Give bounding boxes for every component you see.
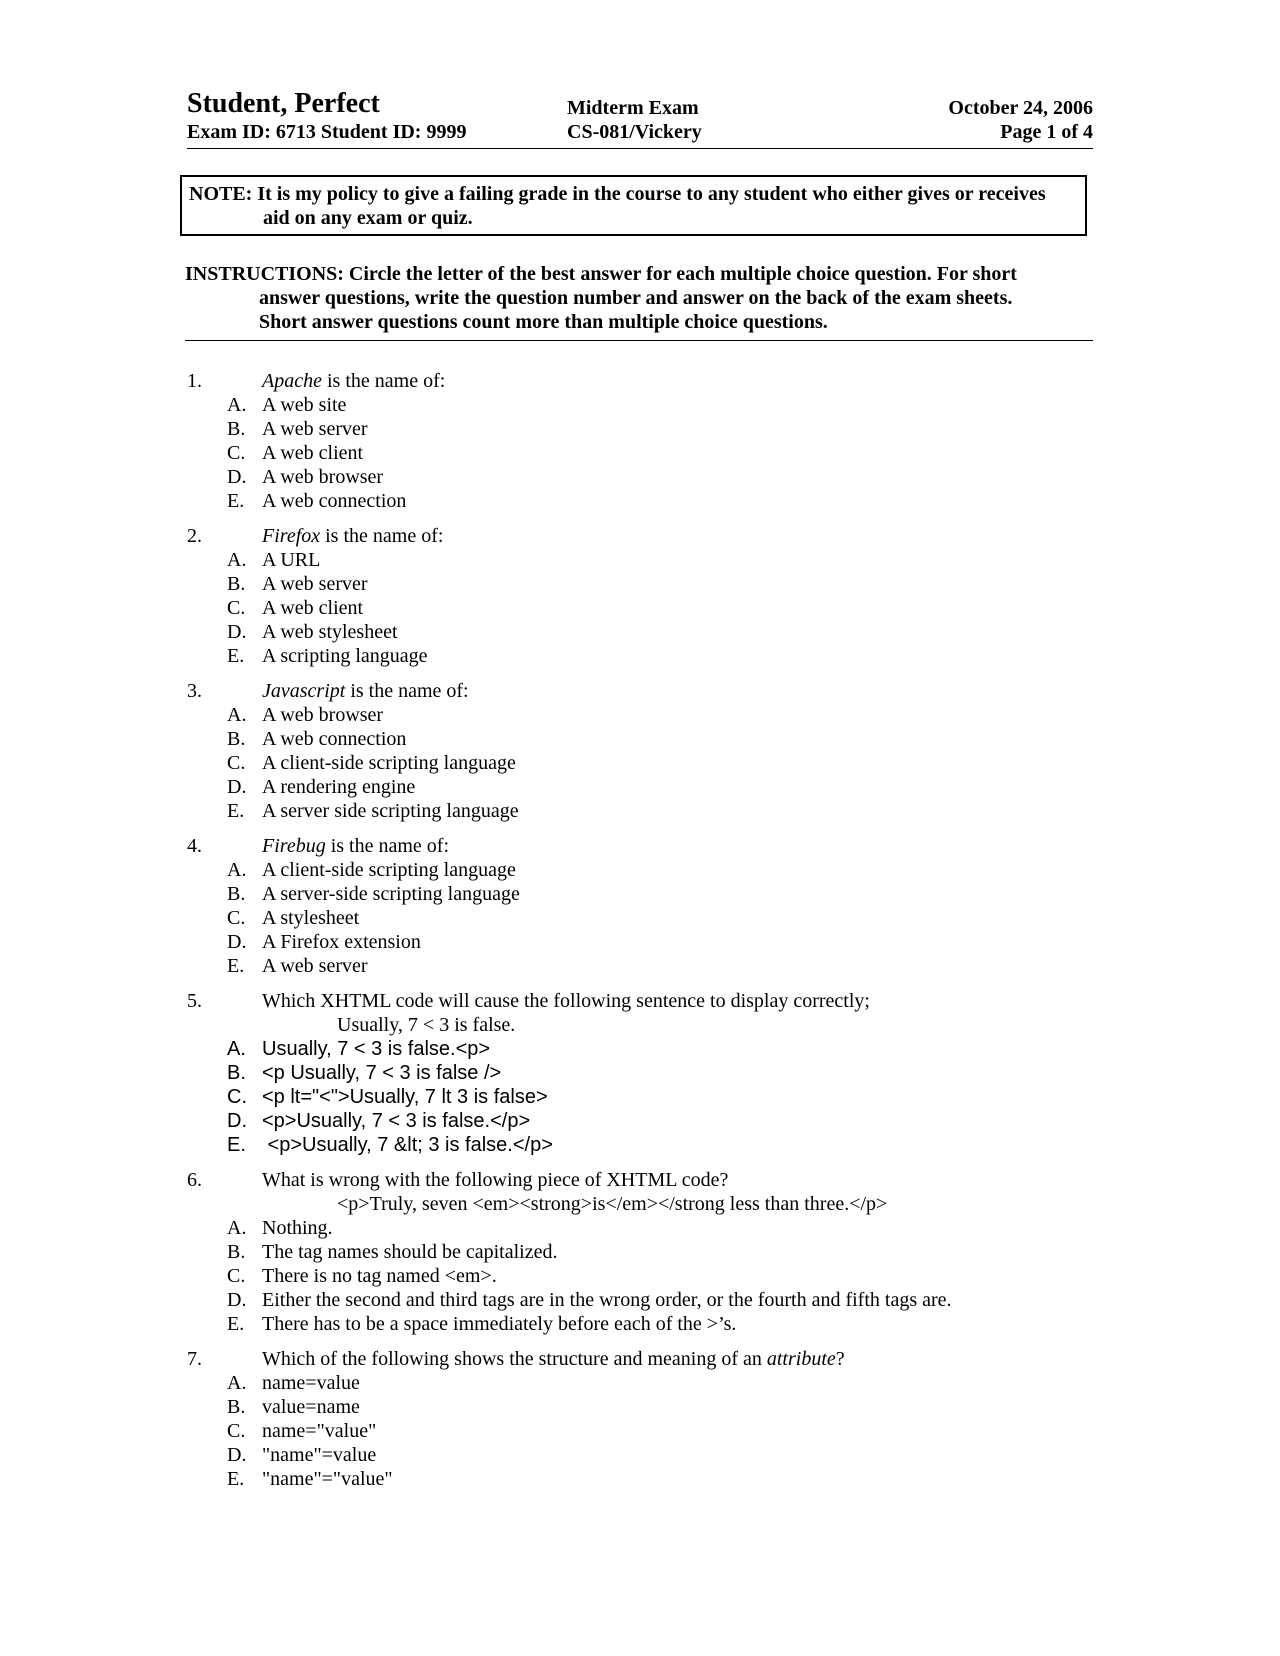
question-text: What is wrong with the following piece of XHTML code? [262, 1169, 729, 1191]
option-text: "name"="value" [262, 1468, 393, 1490]
answer-option[interactable] [187, 417, 1093, 441]
answer-option[interactable] [187, 858, 1093, 882]
option-text: A web connection [262, 490, 407, 512]
option-text: A web client [262, 442, 364, 464]
option-letter: A. [227, 394, 247, 416]
answer-option[interactable] [187, 1216, 1093, 1240]
answer-option[interactable] [187, 572, 1093, 596]
question-number: 4. [187, 835, 202, 857]
option-letter: E. [227, 1468, 245, 1490]
option-letter: B. [227, 1241, 246, 1263]
option-text: A server-side scripting language [262, 883, 520, 905]
question-2 [187, 524, 1093, 668]
question-5 [187, 989, 1093, 1157]
option-text: A web browser [262, 466, 384, 488]
question-text: is the name of: [320, 525, 444, 547]
question-number: 7. [187, 1348, 202, 1370]
option-letter: D. [227, 1444, 247, 1466]
option-letter: A. [227, 1038, 246, 1060]
instructions-line-2: answer questions, write the question number and answer on the back of the exam sheets. [259, 287, 1013, 309]
question-term: Firefox [262, 525, 321, 547]
answer-option[interactable] [187, 1133, 1093, 1157]
answer-option[interactable] [187, 1395, 1093, 1419]
option-text: A web stylesheet [262, 621, 398, 643]
question-term: Javascript [262, 680, 346, 702]
option-text: Nothing. [262, 1217, 333, 1239]
answer-option[interactable] [187, 1085, 1093, 1109]
exam-page [187, 88, 1093, 1502]
question-7 [187, 1347, 1093, 1491]
option-letter: C. [227, 1086, 247, 1108]
exam-header [187, 88, 1093, 149]
page-number: Page 1 of 4 [1000, 121, 1093, 143]
answer-option[interactable] [187, 930, 1093, 954]
instructions [185, 262, 1093, 341]
option-letter: E. [227, 800, 245, 822]
option-text: A rendering engine [262, 776, 416, 798]
option-text: A scripting language [262, 645, 428, 667]
question-number: 2. [187, 525, 202, 547]
option-text: A Firefox extension [262, 931, 421, 953]
exam-date: October 24, 2006 [948, 97, 1093, 119]
option-text: A web server [262, 955, 368, 977]
option-text: "name"=value [262, 1444, 377, 1466]
option-letter: C. [227, 597, 246, 619]
option-letter: A. [227, 1217, 247, 1239]
option-text: <p Usually, 7 < 3 is false /> [262, 1062, 502, 1084]
answer-option[interactable] [187, 1371, 1093, 1395]
answer-option[interactable] [187, 596, 1093, 620]
option-letter: B. [227, 728, 246, 750]
option-letter: B. [227, 418, 246, 440]
option-text: A web connection [262, 728, 407, 750]
answer-option[interactable] [187, 393, 1093, 417]
option-text: <p lt="<">Usually, 7 lt 3 is false> [262, 1086, 548, 1108]
answer-option[interactable] [187, 906, 1093, 930]
option-letter: A. [227, 1372, 247, 1394]
question-term: Firebug [262, 835, 326, 857]
question-number: 5. [187, 990, 202, 1012]
answer-option[interactable] [187, 620, 1093, 644]
answer-option[interactable] [187, 1037, 1093, 1061]
student-name: Student, Perfect [187, 88, 380, 119]
option-letter: C. [227, 907, 246, 929]
option-text: The tag names should be capitalized. [262, 1241, 558, 1263]
option-letter: E. [227, 645, 245, 667]
option-text: A web server [262, 418, 368, 440]
option-text: A web browser [262, 704, 384, 726]
exam-title: Midterm Exam [567, 97, 699, 119]
option-letter: D. [227, 776, 247, 798]
answer-option[interactable] [187, 465, 1093, 489]
question-code-sample: <p>Truly, seven <em><strong>is</em></strong less than three.</p> [337, 1193, 888, 1215]
option-text: A web site [262, 394, 347, 416]
option-letter: A. [227, 549, 247, 571]
option-letter: D. [227, 931, 247, 953]
question-list [187, 369, 1093, 1491]
answer-option[interactable] [187, 441, 1093, 465]
option-text: <p>Usually, 7 &lt; 3 is false.</p> [262, 1134, 553, 1156]
option-letter: B. [227, 1062, 246, 1084]
option-text: There is no tag named <em>. [262, 1265, 497, 1287]
answer-option[interactable] [187, 548, 1093, 572]
answer-option[interactable] [187, 751, 1093, 775]
question-text: is the name of: [345, 680, 469, 702]
option-text: name="value" [262, 1420, 377, 1442]
question-text: Which XHTML code will cause the following sentence to display correctly; [262, 990, 870, 1012]
answer-option[interactable] [187, 703, 1093, 727]
note-line-2: aid on any exam or quiz. [263, 207, 473, 229]
exam-id-line: Exam ID: 6713 Student ID: 9999 [187, 121, 467, 143]
answer-option[interactable] [187, 1467, 1093, 1491]
option-text: A server side scripting language [262, 800, 519, 822]
answer-option[interactable] [187, 882, 1093, 906]
option-letter: E. [227, 1134, 246, 1156]
answer-option[interactable] [187, 489, 1093, 513]
option-letter: E. [227, 1313, 245, 1335]
option-text: A client-side scripting language [262, 859, 516, 881]
option-text: Either the second and third tags are in the wrong order, or the fourth and fifth tags are. [262, 1289, 952, 1311]
option-text: value=name [262, 1396, 360, 1418]
instructions-line-1: INSTRUCTIONS: Circle the letter of the best answer for each multiple choice question. For short [185, 263, 1017, 285]
answer-option[interactable] [187, 1240, 1093, 1264]
option-letter: A. [227, 859, 247, 881]
option-text: Usually, 7 < 3 is false.<p> [262, 1038, 491, 1060]
answer-option[interactable] [187, 1061, 1093, 1085]
question-1 [187, 369, 1093, 513]
question-term: attribute [766, 1348, 836, 1370]
question-number: 3. [187, 680, 202, 702]
option-letter: C. [227, 1420, 246, 1442]
question-term: Apache [262, 370, 322, 392]
question-number: 6. [187, 1169, 202, 1191]
question-text: is the name of: [321, 370, 446, 392]
course-name: CS-081/Vickery [567, 121, 702, 143]
option-letter: D. [227, 1110, 247, 1132]
question-4 [187, 834, 1093, 978]
option-letter: A. [227, 704, 247, 726]
question-example: Usually, 7 < 3 is false. [337, 1014, 516, 1036]
option-text: A web server [262, 573, 368, 595]
option-letter: C. [227, 752, 246, 774]
option-text: <p>Usually, 7 < 3 is false.</p> [262, 1110, 531, 1132]
answer-option[interactable] [187, 1264, 1093, 1288]
option-letter: E. [227, 490, 245, 512]
option-letter: B. [227, 1396, 246, 1418]
answer-option[interactable] [187, 1443, 1093, 1467]
note-line-1: NOTE: It is my policy to give a failing grade in the course to any student who either gives or receives [189, 183, 1046, 205]
question-6 [187, 1168, 1093, 1336]
option-letter: D. [227, 466, 247, 488]
option-text: A client-side scripting language [262, 752, 516, 774]
option-letter: B. [227, 573, 246, 595]
option-letter: C. [227, 442, 246, 464]
answer-option[interactable] [187, 1312, 1093, 1336]
policy-note-box [180, 175, 1087, 236]
option-text: A stylesheet [262, 907, 360, 929]
option-letter: B. [227, 883, 246, 905]
option-text: There has to be a space immediately before each of the >’s. [262, 1313, 737, 1335]
option-text: A web client [262, 597, 364, 619]
question-text-end: ? [835, 1348, 845, 1370]
option-letter: E. [227, 955, 245, 977]
option-text: name=value [262, 1372, 360, 1394]
question-number: 1. [187, 370, 202, 392]
option-letter: C. [227, 1265, 246, 1287]
question-text: is the name of: [325, 835, 450, 857]
answer-option[interactable] [187, 1288, 1093, 1312]
answer-option[interactable] [187, 775, 1093, 799]
answer-option[interactable] [187, 954, 1093, 978]
answer-option[interactable] [187, 644, 1093, 668]
option-letter: D. [227, 621, 247, 643]
question-text: Which of the following shows the structure and meaning of an [262, 1348, 767, 1370]
answer-option[interactable] [187, 799, 1093, 823]
option-text: A URL [262, 549, 321, 571]
answer-option[interactable] [187, 1109, 1093, 1133]
answer-option[interactable] [187, 1419, 1093, 1443]
question-3 [187, 679, 1093, 823]
option-letter: D. [227, 1289, 247, 1311]
answer-option[interactable] [187, 727, 1093, 751]
instructions-line-3: Short answer questions count more than multiple choice questions. [259, 311, 828, 333]
